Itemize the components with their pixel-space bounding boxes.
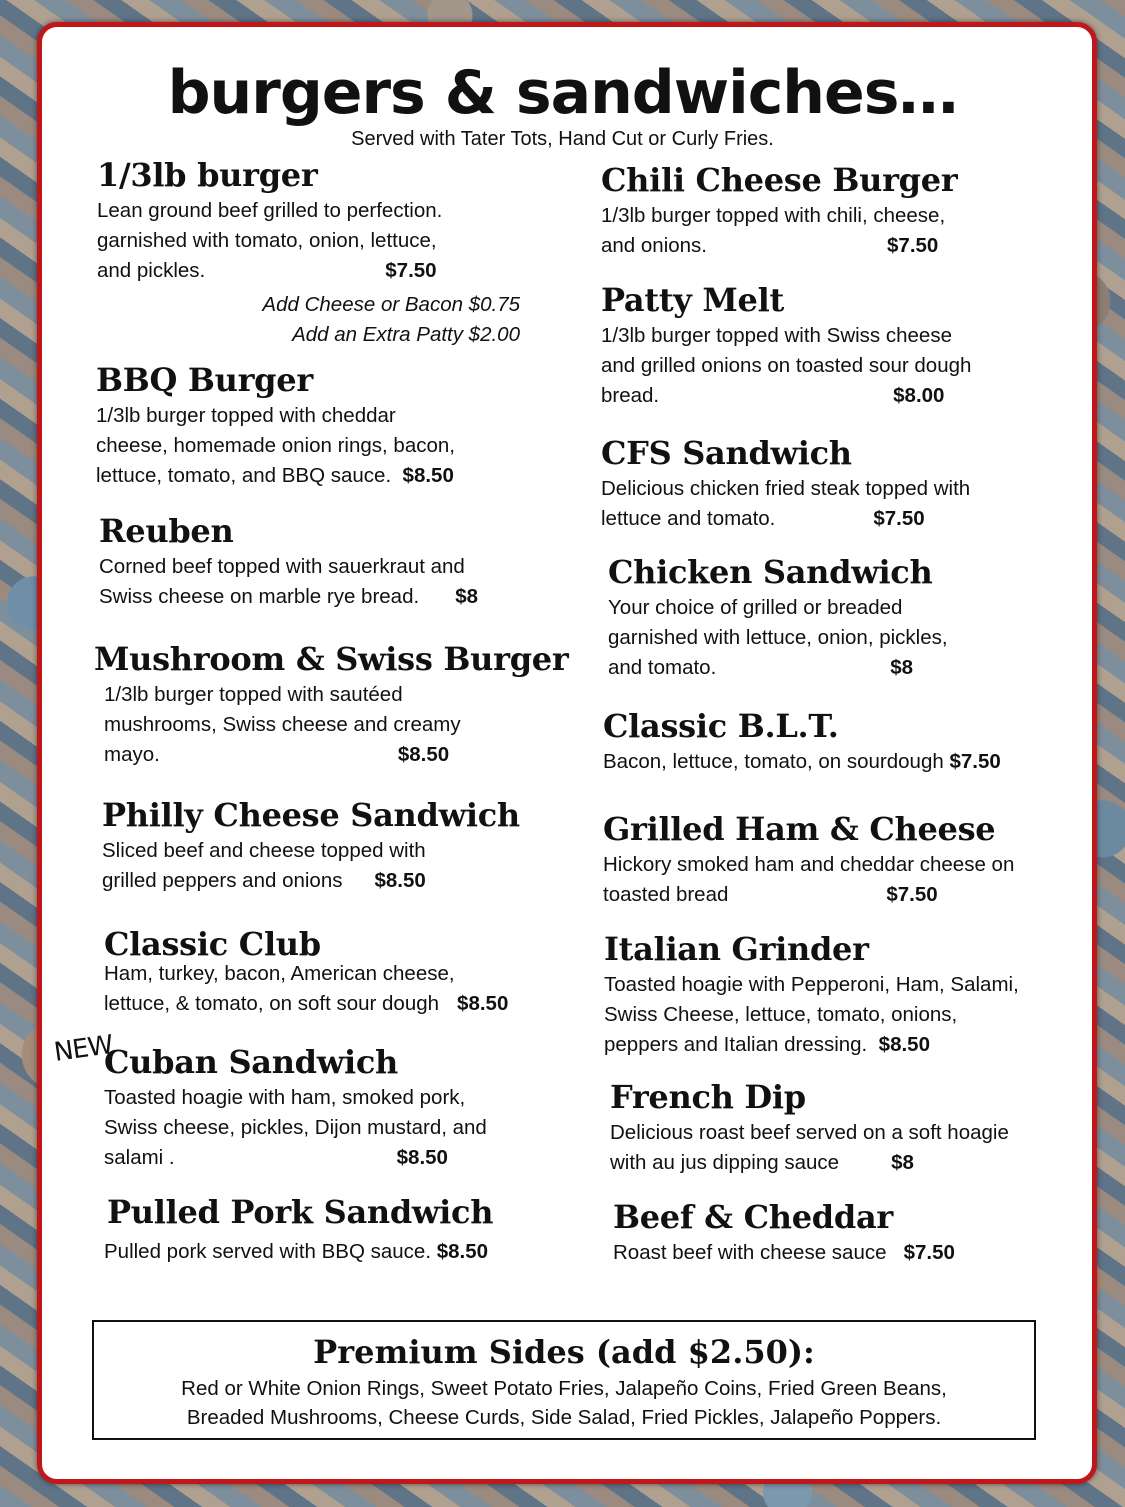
item-price: $7.50 (903, 1241, 955, 1264)
item-price: $8.50 (397, 743, 450, 766)
menu-subtitle: Served with Tater Tots, Hand Cut or Curly Fries. (351, 128, 774, 150)
addon-cheese-bacon: Add Cheese or Bacon $0.75 (262, 293, 520, 316)
item-name: Beef & Cheddar (613, 1198, 893, 1236)
premium-sides-box (92, 1320, 1036, 1440)
item-description: Lean ground beef grilled to perfection. garnished with tomato, onion, lettuce, and pickles. $7.50 (97, 199, 443, 282)
item-price: $8.50 (878, 1033, 930, 1056)
new-badge: NEW (52, 1030, 115, 1068)
menu-item-french-dip (610, 1078, 1009, 1178)
item-name: Chili Cheese Burger (601, 161, 958, 199)
item-price: $8.50 (374, 869, 426, 892)
menu-item-italian-grinder (604, 930, 1019, 1060)
item-description: 1/3lb burger topped with chili, cheese, and onions. $7.50 (601, 204, 946, 257)
menu-item-patty-melt (601, 281, 971, 411)
item-price: $8 (890, 656, 914, 679)
premium-sides-title: Premium Sides (add $2.50): (313, 1333, 815, 1371)
premium-sides-list: Red or White Onion Rings, Sweet Potato Fries, Jalapeño Coins, Fried Green Beans, Breaded Mushrooms, Cheese Curds, Side Salad, Fried Pickles, Jalapeño Poppers. (181, 1377, 947, 1429)
burger-addons (200, 290, 520, 350)
item-price: $7.50 (949, 750, 1001, 773)
menu-item-cfs-sandwich (601, 434, 970, 534)
item-price: $8.50 (396, 1146, 448, 1169)
item-name: Pulled Pork Sandwich (107, 1193, 494, 1231)
menu-title: burgers & sandwiches… (167, 58, 958, 128)
menu-item-classic-club (104, 925, 508, 1019)
item-price: $8.50 (436, 1240, 489, 1263)
menu-item-pulled-pork-sandwich (104, 1193, 494, 1267)
item-name: Chicken Sandwich (608, 553, 933, 591)
item-description: Toasted hoagie with Pepperoni, Ham, Salami, Swiss Cheese, lettuce, tomato, onions, peppers and Italian dressing. $8.50 (604, 973, 1019, 1056)
item-description: Pulled pork served with BBQ sauce. $8.50 (104, 1240, 489, 1263)
menu-item-philly-cheese-sandwich (102, 796, 520, 896)
item-name: French Dip (610, 1078, 806, 1116)
menu-item-grilled-ham-cheese (603, 810, 1014, 910)
item-description: 1/3lb burger topped with Swiss cheese and grilled onions on toasted sour dough bread. $8.00 (601, 324, 972, 407)
item-price: $7.50 (886, 883, 938, 906)
item-description: Corned beef topped with sauerkraut and Swiss cheese on marble rye bread. $8 (99, 555, 478, 608)
item-name: Mushroom & Swiss Burger (94, 640, 569, 678)
item-description: Sliced beef and cheese topped with grilled peppers and onions $8.50 (102, 839, 426, 892)
item-name: Classic B.L.T. (603, 707, 839, 745)
item-name: Grilled Ham & Cheese (603, 810, 996, 848)
item-name: Reuben (99, 512, 234, 550)
addon-extra-patty: Add an Extra Patty $2.00 (292, 323, 520, 346)
item-name: Philly Cheese Sandwich (102, 796, 520, 834)
menu-item-third-lb-burger (97, 156, 442, 286)
item-name: 1/3lb burger (97, 156, 318, 194)
menu-item-chicken-sandwich (608, 553, 948, 683)
menu-item-chili-cheese-burger (601, 161, 957, 261)
item-description: Toasted hoagie with ham, smoked pork, Swiss cheese, pickles, Dijon mustard, and salami . $8.50 (104, 1086, 487, 1169)
item-description: Delicious roast beef served on a soft hoagie with au jus dipping sauce $8 (610, 1121, 1009, 1174)
item-price: $8.00 (893, 384, 945, 407)
menu-item-classic-blt (603, 707, 1001, 777)
menu-item-bbq-burger (96, 361, 455, 491)
item-description: Roast beef with cheese sauce $7.50 (613, 1241, 955, 1264)
item-description: Your choice of grilled or breaded garnished with lettuce, onion, pickles, and tomato. $8 (608, 596, 948, 679)
item-name: Cuban Sandwich (104, 1043, 398, 1081)
item-description: Ham, turkey, bacon, American cheese, lettuce, & tomato, on soft sour dough $8.50 (104, 962, 509, 1015)
item-price: $7.50 (873, 507, 925, 530)
menu-item-reuben (99, 512, 478, 612)
item-name: BBQ Burger (96, 361, 313, 399)
item-name: Patty Melt (601, 281, 784, 319)
item-description: 1/3lb burger topped with sautéed mushrooms, Swiss cheese and creamy mayo. $8.50 (104, 683, 461, 766)
item-price: $8.50 (402, 464, 454, 487)
item-price: $8 (455, 585, 478, 608)
item-description: 1/3lb burger topped with cheddar cheese, homemade onion rings, bacon, lettuce, tomato, and BBQ sauce. $8.50 (96, 404, 455, 487)
menu-item-cuban-sandwich (104, 1043, 487, 1173)
item-description: Delicious chicken fried steak topped with lettuce and tomato. $7.50 (601, 477, 971, 530)
item-name: Classic Club (104, 925, 321, 963)
item-name: CFS Sandwich (601, 434, 852, 472)
item-price: $7.50 (887, 234, 939, 257)
item-description: Hickory smoked ham and cheddar cheese on toasted bread $7.50 (603, 853, 1015, 906)
menu-item-mushroom-swiss-burger (94, 640, 568, 770)
item-price: $7.50 (385, 259, 437, 282)
item-description: Bacon, lettuce, tomato, on sourdough $7.50 (603, 750, 1001, 773)
item-name: Italian Grinder (604, 930, 869, 968)
menu-item-beef-cheddar (613, 1198, 955, 1268)
item-price: $8.50 (457, 992, 509, 1015)
item-price: $8 (891, 1151, 914, 1174)
